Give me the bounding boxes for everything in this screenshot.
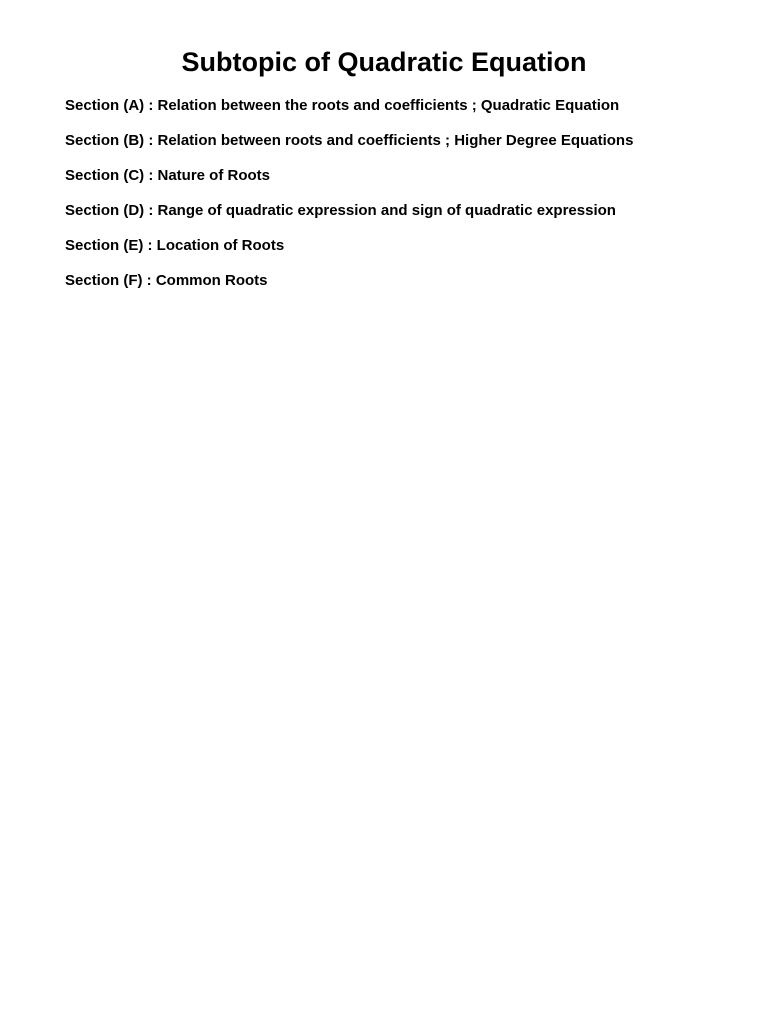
section-item-b: Section (B) : Relation between roots and coefficients ; Higher Degree Equations <box>65 132 634 149</box>
section-item-c: Section (C) : Nature of Roots <box>65 167 270 184</box>
section-item-e: Section (E) : Location of Roots <box>65 237 285 254</box>
section-list <box>65 96 633 306</box>
page-title: Subtopic of Quadratic Equation <box>181 47 587 77</box>
section-item-f: Section (F) : Common Roots <box>65 272 268 289</box>
section-item-a: Section (A) : Relation between the roots and coefficients ; Quadratic Equation <box>65 97 620 114</box>
section-item-d: Section (D) : Range of quadratic expression and sign of quadratic expression <box>65 202 616 219</box>
